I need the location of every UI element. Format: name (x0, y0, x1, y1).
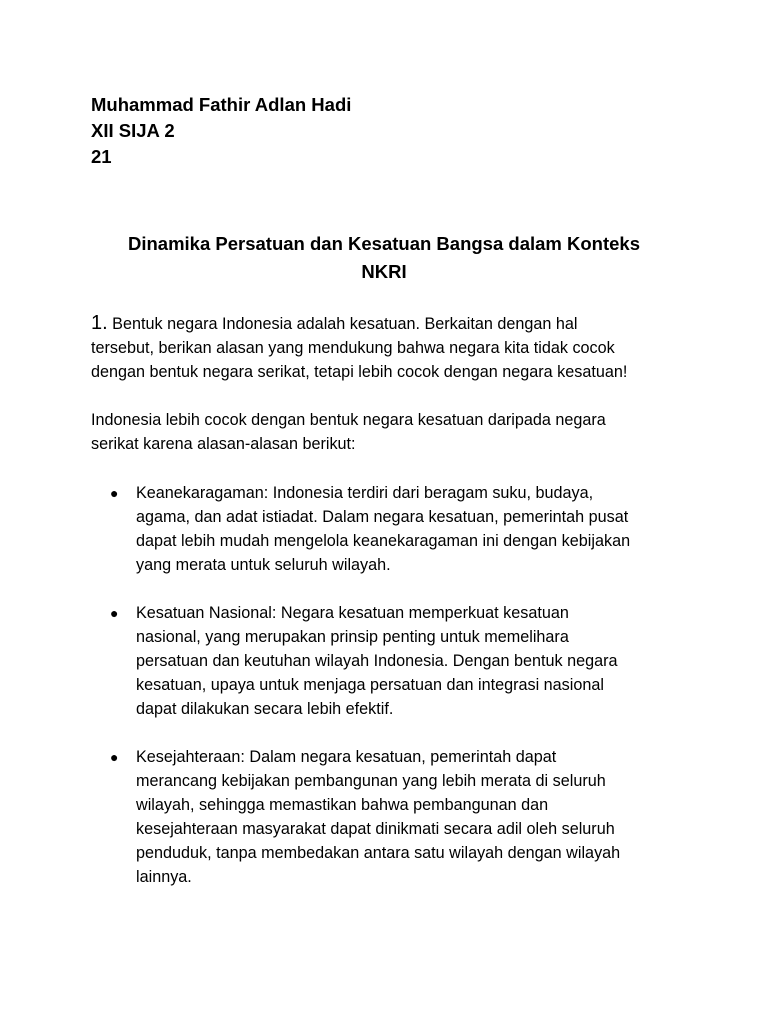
reason-line: dapat lebih mudah mengelola keanekaragaman ini dengan kebijakan (136, 532, 631, 550)
reason-list (91, 481, 691, 913)
author-name: Muhammad Fathir Adlan Hadi (91, 94, 352, 115)
author-header (91, 92, 351, 170)
reason-line: dapat dilakukan secara lebih efektif. (136, 700, 394, 718)
reason-line: kesatuan, upaya untuk menjaga persatuan dan integrasi nasional (136, 676, 604, 694)
question-number: 1. (91, 312, 108, 334)
reason-line: persatuan dan keutuhan wilayah Indonesia. Dengan bentuk negara (136, 652, 618, 670)
question-line: dengan bentuk negara serikat, tetapi lebih cocok dengan negara kesatuan! (91, 363, 628, 381)
reason-line: lainnya. (136, 868, 192, 886)
answer-intro (91, 408, 691, 456)
reason-line: Kesejahteraan: Dalam negara kesatuan, pemerintah dapat (136, 748, 557, 766)
reason-line: nasional, yang merupakan prinsip penting untuk memelihara (136, 628, 569, 646)
reason-item-kesatuan-nasional (91, 601, 691, 721)
bullet-icon: ● (110, 485, 119, 501)
question-1 (91, 311, 691, 384)
author-number: 21 (91, 146, 112, 167)
question-line (91, 311, 691, 336)
reason-item-keanekaragaman (91, 481, 691, 577)
reason-line: penduduk, tanpa membedakan antara satu wilayah dengan wilayah (136, 844, 621, 862)
author-class: XII SIJA 2 (91, 120, 175, 141)
reason-line: kesejahteraan masyarakat dapat dinikmati secara adil oleh seluruh (136, 820, 615, 838)
reason-line: wilayah, sehingga memastikan bahwa pembangunan dan (136, 796, 549, 814)
reason-line: yang merata untuk seluruh wilayah. (136, 556, 391, 574)
reason-line: merancang kebijakan pembangunan yang lebih merata di seluruh (136, 772, 606, 790)
answer-intro-line: serikat karena alasan-alasan berikut: (91, 435, 356, 453)
bullet-icon: ● (110, 749, 119, 765)
bullet-icon: ● (110, 605, 119, 621)
reason-line: agama, dan adat istiadat. Dalam negara kesatuan, pemerintah pusat (136, 508, 629, 526)
title-line-1: Dinamika Persatuan dan Kesatuan Bangsa dalam Konteks (127, 233, 640, 254)
reason-item-kesejahteraan (91, 745, 691, 889)
question-line: tersebut, berikan alasan yang mendukung bahwa negara kita tidak cocok (91, 339, 615, 357)
reason-line: Keanekaragaman: Indonesia terdiri dari beragam suku, budaya, (136, 484, 594, 502)
title-line-2: NKRI (361, 261, 407, 282)
document-title (80, 230, 688, 286)
answer-intro-line: Indonesia lebih cocok dengan bentuk negara kesatuan daripada negara (91, 411, 606, 429)
reason-line: Kesatuan Nasional: Negara kesatuan memperkuat kesatuan (136, 604, 569, 622)
question-text: Bentuk negara Indonesia adalah kesatuan. Berkaitan dengan hal (107, 315, 578, 333)
